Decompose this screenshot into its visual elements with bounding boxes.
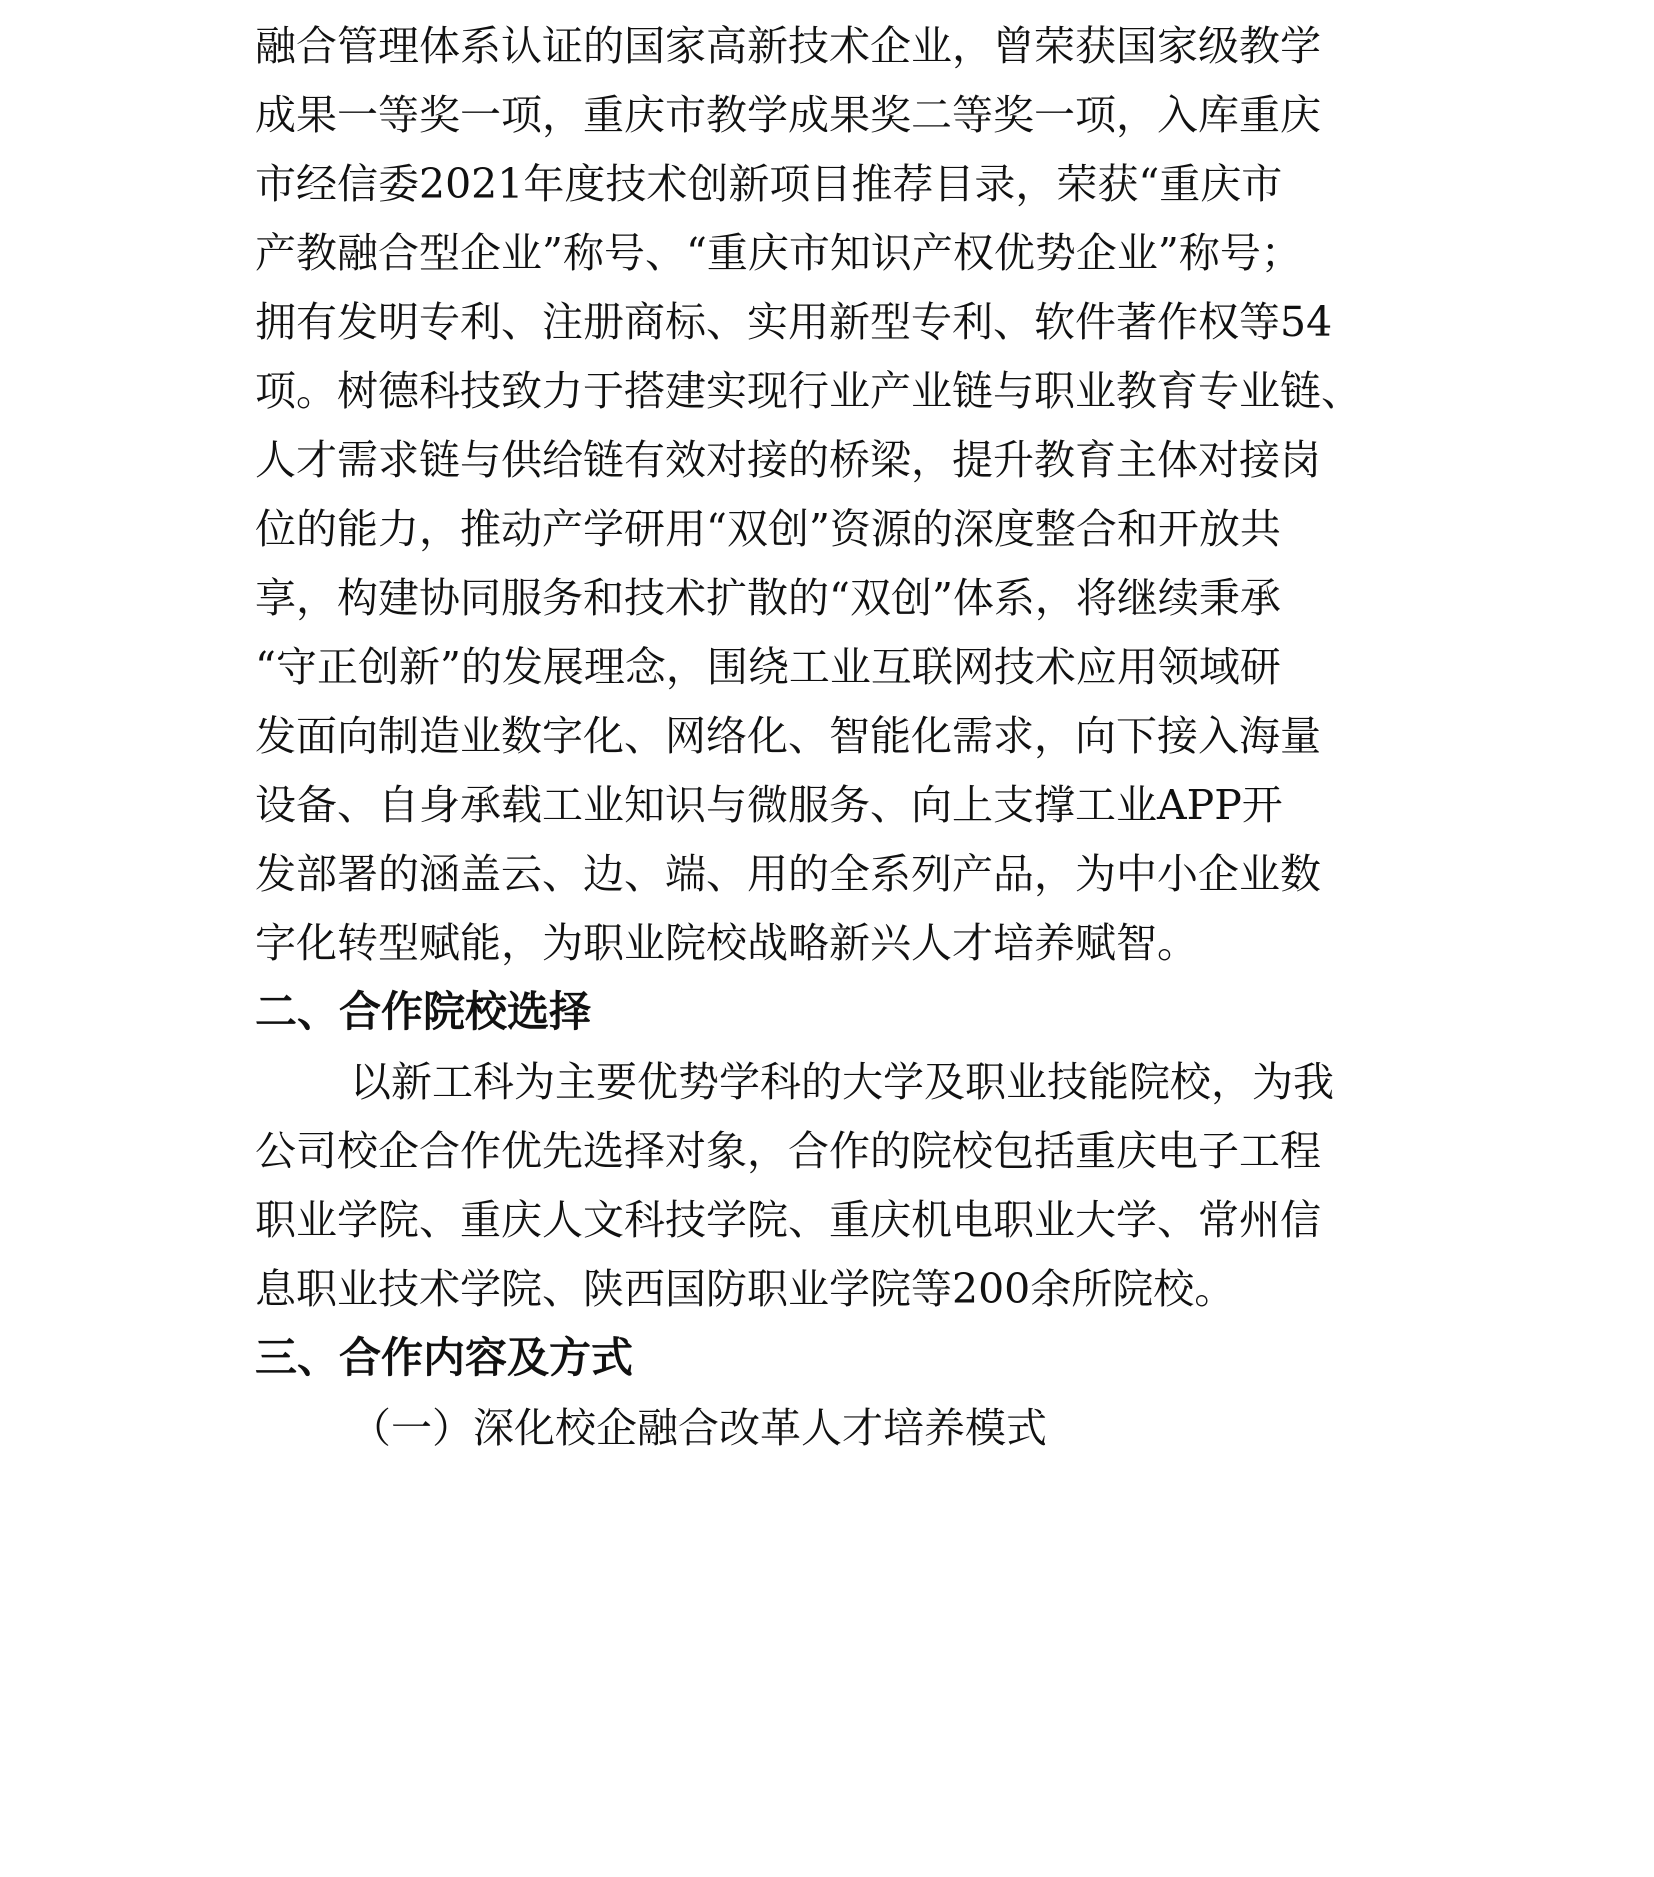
paragraph-line: 公司校企合作优先选择对象，合作的院校包括重庆电子工程 bbox=[255, 1127, 1321, 1175]
paragraph-line: 拥有发明专利、注册商标、实用新型专利、软件著作权等54 bbox=[255, 298, 1333, 346]
paragraph-line: 职业学院、重庆人文科技学院、重庆机电职业大学、常州信 bbox=[255, 1196, 1321, 1244]
paragraph-line: 发部署的涵盖云、边、端、用的全系列产品，为中小企业数 bbox=[255, 850, 1321, 898]
paragraph-line: 市经信委2021年度技术创新项目推荐目录，荣获“重庆市 bbox=[255, 160, 1283, 208]
paragraph-line: “守正创新”的发展理念，围绕工业互联网技术应用领域研 bbox=[255, 643, 1281, 691]
paragraph-line: 字化转型赋能，为职业院校战略新兴人才培养赋智。 bbox=[255, 919, 1198, 967]
paragraph-line: 项。树德科技致力于搭建实现行业产业链与职业教育专业链、 bbox=[255, 367, 1362, 415]
paragraph-line: 以新工科为主要优势学科的大学及职业技能院校，为我 bbox=[350, 1058, 1334, 1106]
paragraph-line: 设备、自身承载工业知识与微服务、向上支撑工业APP开 bbox=[255, 781, 1283, 829]
paragraph-line: 融合管理体系认证的国家高新技术企业，曾荣获国家级教学 bbox=[255, 22, 1321, 70]
paragraph-line: 发面向制造业数字化、网络化、智能化需求，向下接入海量 bbox=[255, 712, 1321, 760]
paragraph-line: 息职业技术学院、陕西国防职业学院等200余所院校。 bbox=[255, 1265, 1236, 1313]
paragraph-line: 位的能力，推动产学研用“双创”资源的深度整合和开放共 bbox=[255, 505, 1281, 553]
paragraph-line: 享，构建协同服务和技术扩散的“双创”体系，将继续秉承 bbox=[255, 574, 1281, 622]
paragraph-line: 成果一等奖一项，重庆市教学成果奖二等奖一项，入库重庆 bbox=[255, 91, 1321, 139]
paragraph-line: 人才需求链与供给链有效对接的桥梁，提升教育主体对接岗 bbox=[255, 436, 1321, 484]
subsection-heading: （一）深化校企融合改革人才培养模式 bbox=[350, 1404, 1047, 1452]
section-heading-schools: 二、合作院校选择 bbox=[255, 987, 592, 1036]
section-heading-cooperation: 三、合作内容及方式 bbox=[255, 1333, 634, 1382]
paragraph-line: 产教融合型企业”称号、“重庆市知识产权优势企业”称号； bbox=[255, 229, 1302, 277]
